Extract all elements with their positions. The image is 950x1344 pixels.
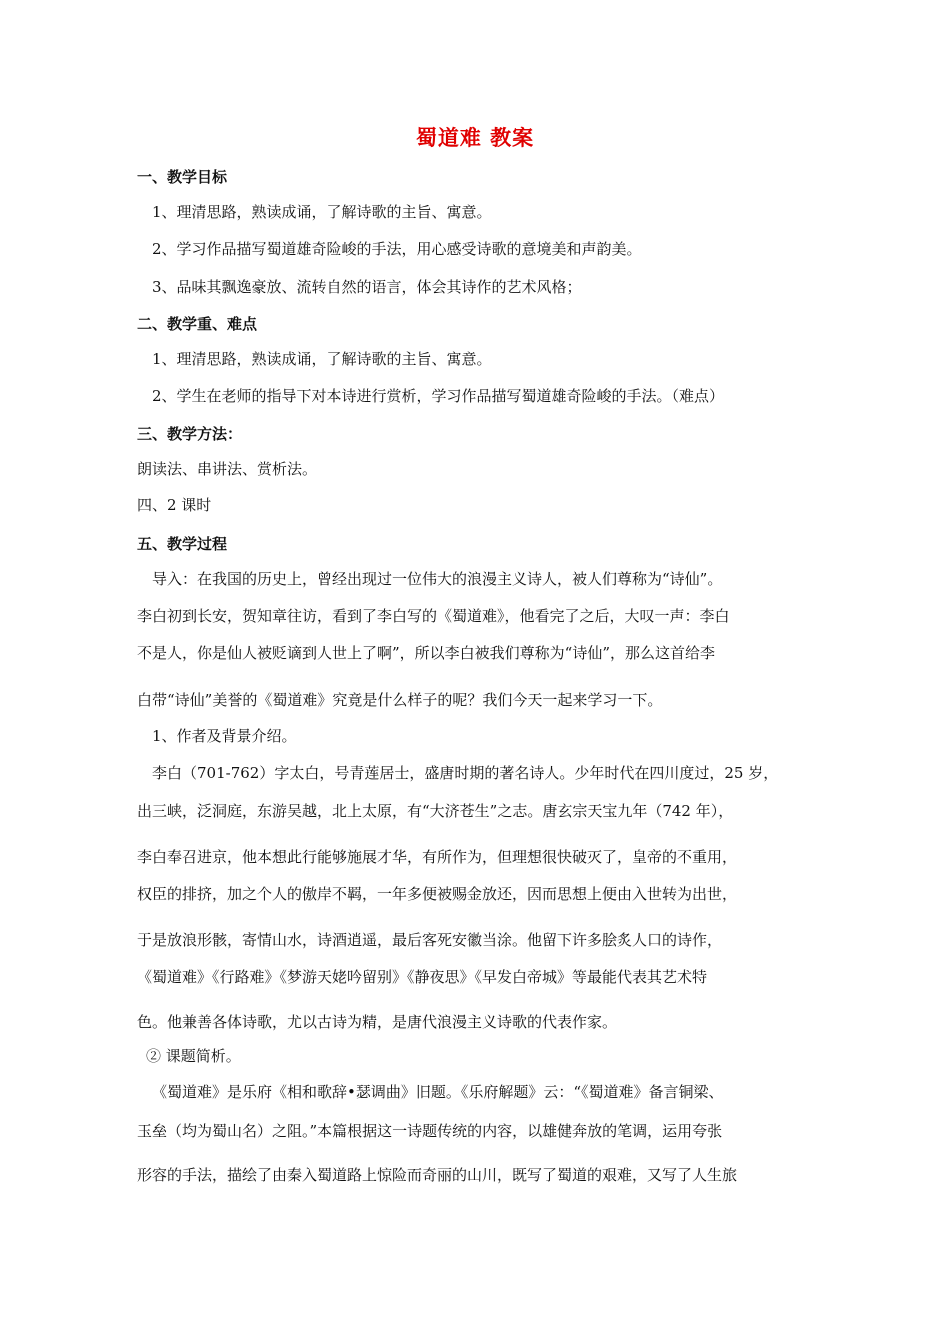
section-heading-key-points: 二、教学重、难点 [137, 315, 258, 333]
bio-paragraph-line: 《蜀道难》《行路难》《梦游天姥吟留别》《静夜思》《早发白帝城》等最能代表其艺术特 [137, 968, 708, 986]
analysis-paragraph-line: 《蜀道难》是乐府《相和歌辞•瑟调曲》旧题。《乐府解题》云：“《蜀道难》备言铜梁、 [152, 1083, 724, 1101]
bio-paragraph-line: 出三峡，泛洞庭，东游吴越，北上太原，有“大济苍生”之志。唐玄宗天宝九年（742 年）， [137, 802, 734, 820]
key-point-item: 1、理清思路，熟读成诵，了解诗歌的主旨、寓意。 [152, 350, 492, 368]
page-title: 蜀道难 教案 [415, 125, 535, 150]
section-heading-objectives: 一、教学目标 [137, 168, 228, 186]
subheading-title-analysis: ② 课题简析。 [146, 1047, 241, 1065]
analysis-paragraph-line: 形容的手法，描绘了由秦入蜀道路上惊险而奇丽的山川，既写了蜀道的艰难，又写了人生旅 [137, 1166, 738, 1184]
objective-item: 3、品味其飘逸豪放、流转自然的语言，体会其诗作的艺术风格； [152, 278, 582, 296]
intro-paragraph-line: 导入：在我国的历史上，曾经出现过一位伟大的浪漫主义诗人，被人们尊称为“诗仙”。 [152, 570, 723, 588]
section-heading-process: 五、教学过程 [137, 535, 228, 553]
subheading-author-background: 1、作者及背景介绍。 [152, 727, 297, 745]
intro-paragraph-line: 李白初到长安，贺知章往访，看到了李白写的《蜀道难》，他看完了之后，大叹一声：李白 [137, 607, 730, 625]
bio-paragraph-line: 于是放浪形骸，寄情山水，诗酒逍遥，最后客死安徽当涂。他留下许多脍炙人口的诗作， [137, 931, 723, 949]
section-heading-methods: 三、教学方法： [137, 425, 243, 443]
bio-paragraph-line: 李白（701-762）字太白，号青莲居士，盛唐时期的著名诗人。少年时代在四川度过，25 岁， [152, 764, 779, 782]
methods-text: 朗读法、串讲法、赏析法。 [137, 460, 318, 478]
bio-paragraph-line: 李白奉召进京，他本想此行能够施展才华，有所作为，但理想很快破灭了，皇帝的不重用， [137, 848, 738, 866]
analysis-paragraph-line: 玉垒（均为蜀山名）之阻。”本篇根据这一诗题传统的内容，以雄健奔放的笔调，运用夸张 [137, 1122, 723, 1140]
bio-paragraph-line: 权臣的排挤，加之个人的傲岸不羁，一年多便被赐金放还，因而思想上便由入世转为出世， [137, 885, 738, 903]
section-class-hours: 四、2 课时 [137, 496, 212, 514]
intro-paragraph-line: 白带“诗仙”美誉的《蜀道难》究竟是什么样子的呢？我们今天一起来学习一下。 [137, 691, 663, 709]
bio-paragraph-line: 色。他兼善各体诗歌，尤以古诗为精，是唐代浪漫主义诗歌的代表作家。 [137, 1013, 618, 1031]
objective-item: 2、学习作品描写蜀道雄奇险峻的手法，用心感受诗歌的意境美和声韵美。 [152, 240, 642, 258]
intro-paragraph-line: 不是人，你是仙人被贬谪到人世上了啊”，所以李白被我们尊称为“诗仙”，那么这首给李 [137, 644, 716, 662]
key-point-item: 2、学生在老师的指导下对本诗进行赏析，学习作品描写蜀道雄奇险峻的手法。（难点） [152, 387, 725, 405]
objective-item: 1、理清思路，熟读成诵，了解诗歌的主旨、寓意。 [152, 203, 492, 221]
